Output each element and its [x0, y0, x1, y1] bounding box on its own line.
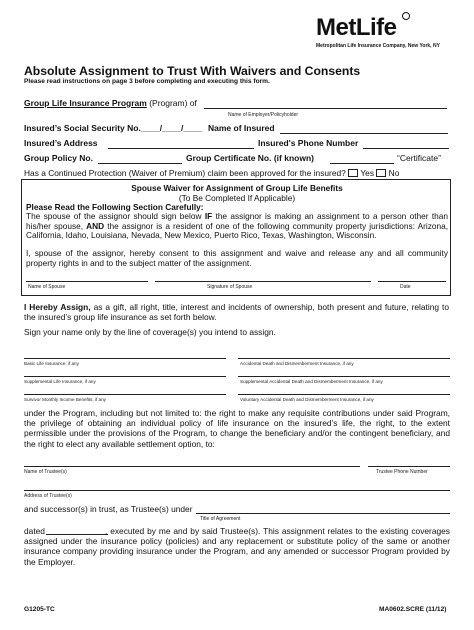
supp-add-signature-field[interactable] — [238, 376, 450, 377]
assign-lead: I Hereby Assign, — [24, 302, 91, 312]
vol-add-caption: Voluntary Accidental Death and Dismemberment Insurance, if any — [240, 397, 374, 402]
spouse-date-field[interactable] — [378, 281, 446, 282]
trustee-phone-caption: Trustee Phone Number — [376, 469, 428, 475]
spouse-waiver-box — [21, 179, 451, 296]
no-checkbox[interactable] — [376, 169, 386, 177]
yes-checkbox[interactable] — [348, 169, 358, 177]
dated-label: dated — [24, 526, 45, 536]
spouse-para-1 — [26, 212, 448, 241]
yes-label: Yes — [360, 168, 375, 178]
trustee-name-field[interactable] — [24, 466, 360, 467]
footer-left-code: G1205-TC — [24, 606, 55, 613]
para1-part-c: the assignor is a resident of one of the following community property jurisdictions: Arizona, California, Idaho, Louisiana, Nevada, New Mexico, Puerto Rico, Texas, Washington, Wisconsin. — [26, 220, 449, 241]
agreement-title-field[interactable] — [196, 513, 450, 514]
basic-life-caption: Basic Life Insurance, if any — [24, 361, 79, 366]
address-field[interactable] — [108, 148, 254, 149]
agreement-title-caption: Title of Agreement — [200, 516, 241, 522]
ssn-label: Insured’s Social Security No.____/____/____ — [24, 123, 203, 133]
spouse-date-caption: Date — [400, 284, 411, 290]
company-line: Metropolitan Life Insurance Company, New York, NY — [316, 43, 440, 49]
program-suffix: (Program) of — [149, 98, 197, 108]
program-para: under the Program, including but not limited to: the right to make any requisite contributions under said Program, the privilege of obtaining an individual policy of life insurance on the insured’s life, the right, to the extent permissible under the provisions of the Program, to change the beneficiary and/or the contingent beneficiary, and the right to elect any available settlement option, to: — [24, 408, 450, 449]
supp-add-caption: Supplemental Accidental Death and Dismemberment Insurance, if any — [240, 379, 383, 384]
logo-mark-icon — [402, 12, 410, 20]
add-signature-field[interactable] — [238, 358, 450, 359]
survivor-caption: Survivor Monthly Income Benefits, if any — [24, 397, 106, 402]
spouse-waiver-title: Spouse Waiver for Assignment of Group Life Benefits — [131, 183, 343, 193]
spouse-signature-field[interactable] — [155, 281, 371, 282]
trustee-address-field[interactable] — [24, 490, 450, 491]
waiver-question-row — [24, 168, 399, 178]
supp-life-caption: Supplemental Life Insurance, if any — [24, 379, 96, 384]
certificate-field[interactable] — [330, 163, 394, 164]
metlife-logo — [316, 14, 397, 42]
spouse-signature-caption: Signature of Spouse — [207, 284, 253, 290]
assign-para — [24, 302, 449, 322]
phone-label: Insured's Phone Number — [258, 138, 359, 148]
address-label: Insured’s Address — [24, 138, 98, 148]
spouse-waiver-subtitle: (To Be Completed If Applicable) — [178, 193, 296, 203]
trustee-address-caption: Address of Trustee(s) — [24, 493, 72, 499]
form-instructions: Please read instructions on page 3 before completing and executing this form. — [24, 78, 270, 85]
program-row — [24, 98, 197, 108]
add-caption: Accidental Death and Dismemberment Insurance, if any — [240, 361, 354, 366]
para1-and: AND — [86, 220, 105, 231]
policy-no-field[interactable] — [98, 163, 182, 164]
trustee-phone-field[interactable] — [368, 466, 450, 467]
spouse-name-field[interactable] — [26, 281, 148, 282]
no-label: No — [388, 168, 400, 178]
waiver-question: Has a Continued Protection (Waiver of Premium) claim been approved for the insured? — [24, 168, 346, 178]
spouse-para-2: I, spouse of the assignor, hereby consent to this assignment and waive and release any and all community property rights in and to the subject matter of the assignment. — [26, 248, 448, 268]
logo-text: MetLife — [316, 14, 397, 41]
certificate-caption: “Certificate” — [397, 153, 441, 163]
spouse-name-caption: Name of Spouse — [28, 284, 66, 290]
policy-no-label: Group Policy No. — [24, 153, 93, 163]
form-title: Absolute Assignment to Trust With Waivers and Consents — [24, 64, 361, 78]
basic-life-signature-field[interactable] — [24, 358, 226, 359]
employer-caption: Name of Employer/Policyholder — [228, 112, 299, 118]
certificate-label: Group Certificate No. (if known) — [186, 153, 314, 163]
assign-text: as a gift, all right, title, interest and incidents of ownership, both present and future, relating to the insured’s group life insurance as set forth below. — [24, 302, 449, 322]
dated-para — [24, 526, 450, 567]
trustee-name-caption: Name of Trustee(s) — [24, 469, 67, 475]
read-heading: Please Read the Following Section Carefully: — [26, 202, 204, 212]
vol-add-signature-field[interactable] — [238, 394, 450, 395]
para1-if: IF — [204, 211, 213, 221]
dated-text: , executed by me and by said Trustee(s). This assignment relates to the existing coverages assigned under the insurance policy (policies) and any replacement or substitute policy of the same or another insurance company providing insurance under the Program, and any amended or successor Program provided by the Employer. — [24, 526, 450, 567]
survivor-signature-field[interactable] — [24, 394, 226, 395]
name-insured-field[interactable] — [280, 133, 448, 134]
employer-field[interactable] — [204, 108, 447, 109]
footer-right-code: MA0602.SCRE (11/12) — [379, 606, 447, 613]
supp-life-signature-field[interactable] — [24, 376, 226, 377]
sign-instruction: Sign your name only by the line of coverage(s) you intend to assign. — [24, 327, 276, 337]
program-label: Group Life Insurance Program — [24, 98, 147, 108]
phone-field[interactable] — [363, 148, 449, 149]
para1-part-b: the assignor is making an assignment to a person other than his/her spouse, — [26, 211, 449, 231]
para1-part-a: The spouse of the assignor should sign below — [26, 211, 205, 221]
name-insured-label: Name of Insured — [208, 123, 275, 133]
successors-text: and successor(s) in trust, as Trustee(s) under — [24, 504, 193, 514]
